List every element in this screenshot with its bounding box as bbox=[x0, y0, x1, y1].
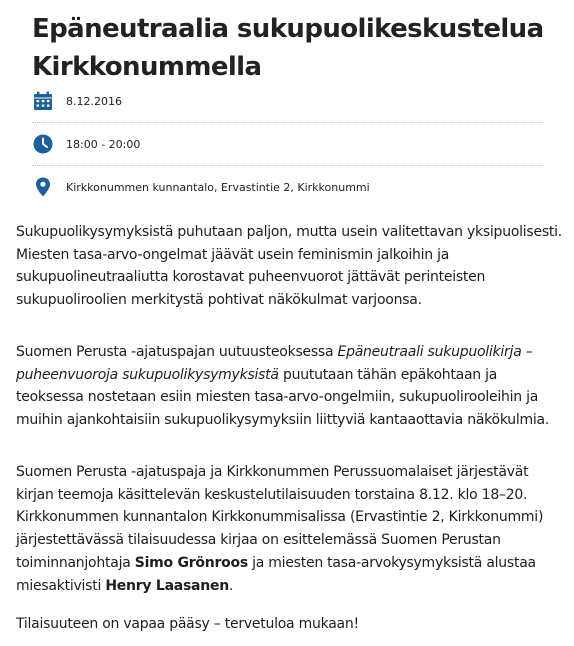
event-location: Kirkkonummen kunnantalo, Ervastintie 2, Kirkkonummi bbox=[66, 180, 370, 194]
article-paragraph-3 bbox=[16, 461, 568, 597]
paragraph-text: ja miesten tasa-arvokysymyksistä alustaa miesaktivisti bbox=[16, 554, 536, 594]
event-time-row bbox=[32, 129, 544, 159]
book-title: Epäneutraali sukupuolikirja – puheenvuoroja sukupuolikysymyksistä bbox=[16, 344, 533, 383]
clock-icon bbox=[32, 133, 54, 155]
paragraph-text: puututaan tähän epäkohtaan ja teoksessa nostetaan esiin miesten tasa-arvo-ongelmiin, sukupuolirooleihin ja muihin ajankohtaisiin sukupuolikysymyksiin liittyviä kantaaottavia näkökulmia. bbox=[16, 366, 550, 429]
calendar-icon bbox=[32, 90, 54, 112]
article-paragraph-4: Tilaisuuteen on vapaa pääsy – tervetuloa mukaan! bbox=[16, 616, 359, 632]
event-date-row bbox=[32, 86, 544, 116]
paragraph-text: . bbox=[228, 577, 234, 594]
article-paragraph-2 bbox=[16, 341, 568, 432]
paragraph-text: Suomen Perusta -ajatuspaja ja Kirkkonummen Perussuomalaiset järjestävät kirjan teemoja käsittelevän keskustelutilaisuuden torstaina 8.12. klo 18–20. Kirkkonummen kunnantalon Kirkkonummisalissa (Ervastintie 2, Kirkkonummi) järjestettävässä tilaisuudessa kirjaa on esittelemässä Suomen Perustan toiminnanjohtaja bbox=[16, 464, 544, 571]
speaker-name: Simo Grönroos bbox=[134, 554, 248, 571]
meta-divider bbox=[32, 122, 544, 123]
event-location-row bbox=[32, 172, 544, 202]
paragraph-text: Suomen Perusta -ajatuspajan uutuusteoksessa bbox=[16, 344, 338, 360]
page-title: Epäneutraalia sukupuolikeskustelua Kirkkonummella bbox=[32, 14, 544, 82]
article-paragraph-1: Sukupuolikysymyksistä puhutaan paljon, mutta usein valitettavan yksipuolisesti. Miesten tasa-arvo-ongelmat jäävät usein feminismin jalkoihin ja sukupuolineutraaliutta korostavat puheenvuorot jättävät perinteisten sukupuoliroolien merkitystä pohtivat näkökulmat varjoonsa. bbox=[16, 224, 562, 309]
event-time: 18:00 - 20:00 bbox=[66, 137, 141, 151]
speaker-name: Henry Laasanen bbox=[105, 577, 229, 594]
event-date: 8.12.2016 bbox=[66, 94, 122, 108]
meta-divider bbox=[32, 165, 544, 166]
map-pin-icon bbox=[32, 176, 54, 198]
